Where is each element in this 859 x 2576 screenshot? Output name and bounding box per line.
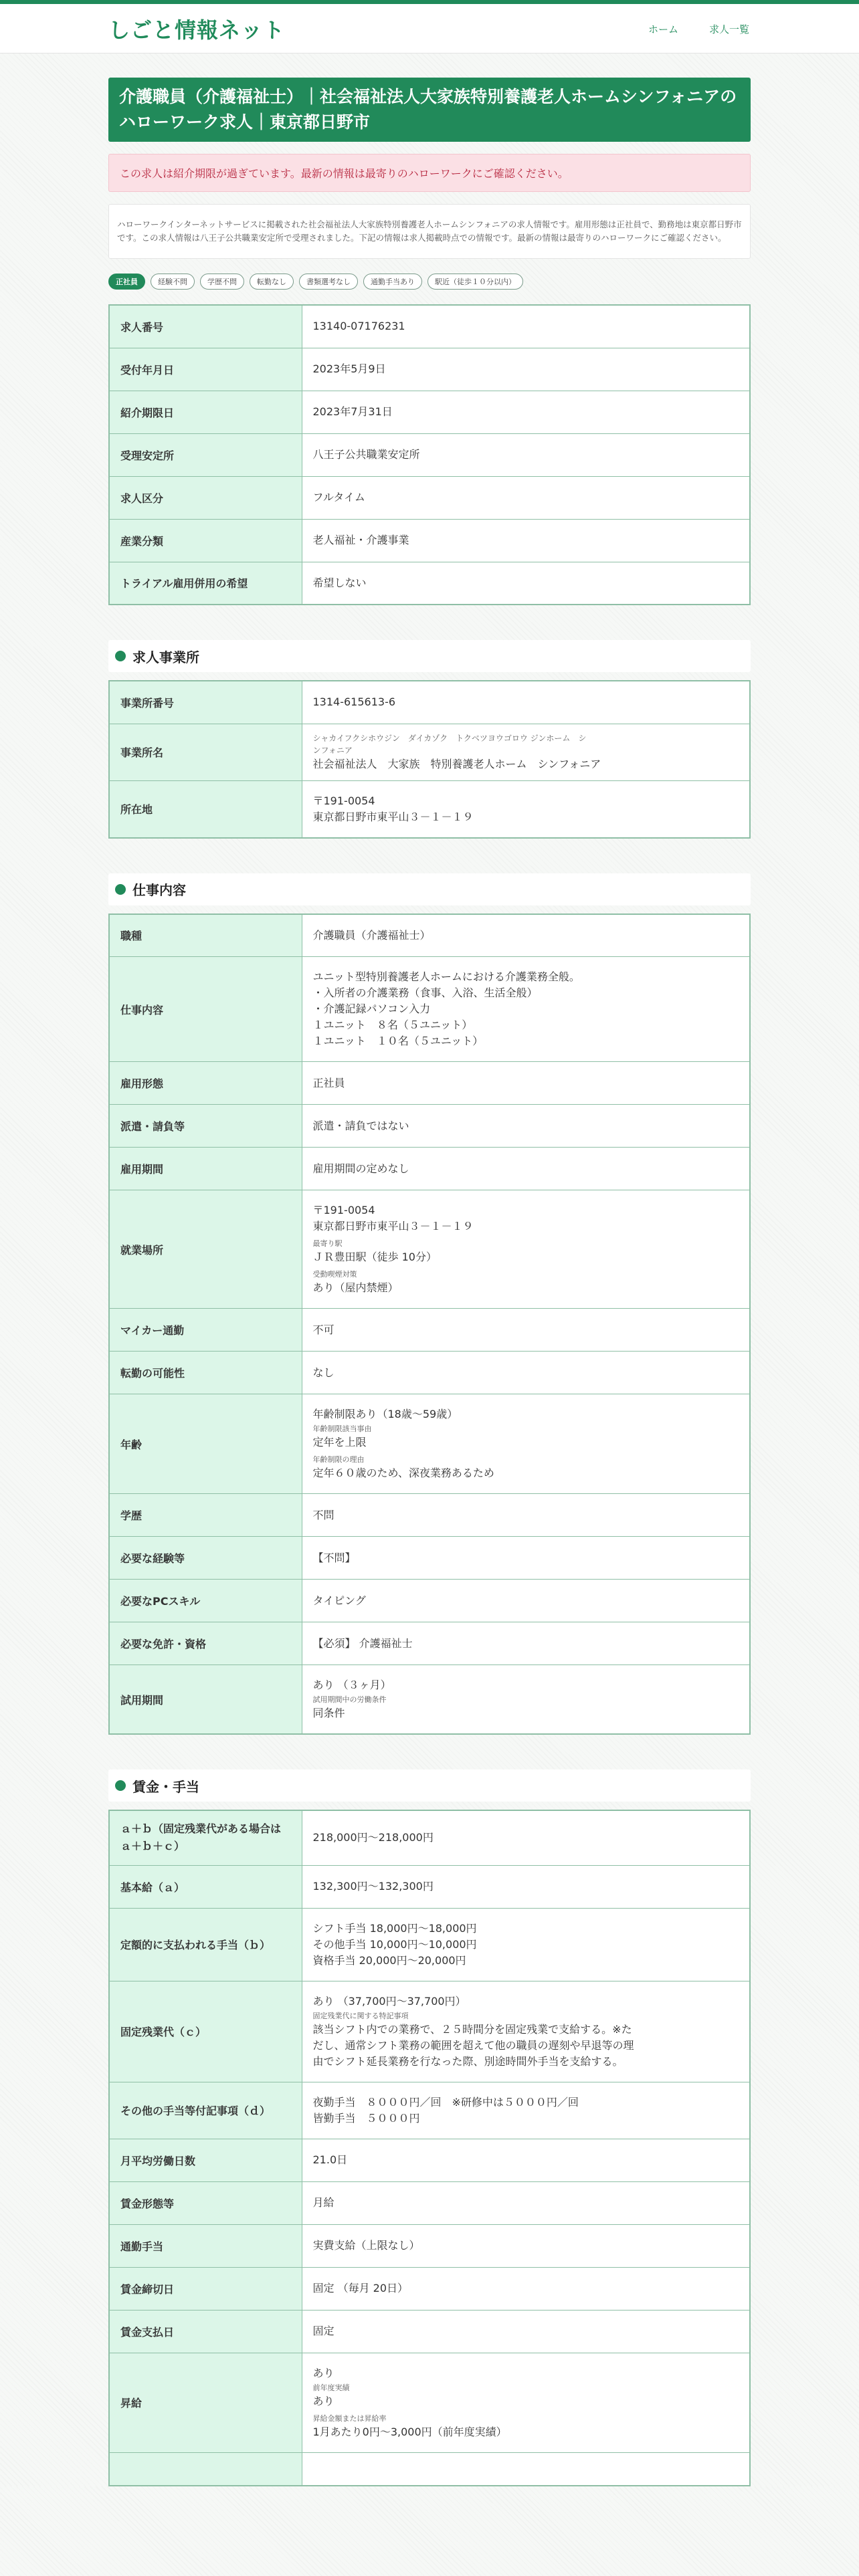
age-limit-reason-type: 定年を上限 bbox=[312, 1436, 367, 1448]
employer-name-kana: シャカイフクシホウジン ダイカゾク トクベツヨウゴロウ ジンホーム シンフォニア bbox=[312, 733, 587, 755]
table-row bbox=[109, 1865, 750, 1908]
table-row bbox=[109, 2310, 750, 2353]
bullet-dot-icon bbox=[115, 651, 126, 661]
row-value: タイピング bbox=[302, 1580, 750, 1622]
duty-line: ・介護記録パソコン入力 bbox=[312, 1002, 431, 1015]
trial-conditions: 同条件 bbox=[312, 1707, 345, 1719]
tag-no-document-screening: 書類選考なし bbox=[299, 274, 358, 290]
row-value bbox=[302, 1981, 750, 2082]
row-label: 産業分類 bbox=[109, 519, 302, 562]
section-header-employer bbox=[108, 640, 751, 672]
bullet-dot-icon bbox=[115, 884, 126, 895]
feature-tags bbox=[108, 274, 751, 290]
job-description-summary: ハローワークインターネットサービスに掲載された社会福祉法人大家族特別養護老人ホームシンフォニアの求人情報です。雇用形態は正社員で、勤務地は東京都日野市です。この求人情報は八王子公共職業安定所で受理されました。下記の情報は求人掲載時点での情報です。最新の情報は最寄りのハローワークにご確認ください。 bbox=[108, 204, 751, 259]
row-label: 昇給 bbox=[109, 2353, 302, 2452]
row-label: 賃金支払日 bbox=[109, 2310, 302, 2353]
row-label: 賃金締切日 bbox=[109, 2267, 302, 2310]
row-label: 紹介期限日 bbox=[109, 391, 302, 433]
sub-label: 年齢制限の理由 bbox=[312, 1455, 365, 1464]
sub-label: 年齢制限該当事由 bbox=[312, 1424, 372, 1433]
table-row bbox=[109, 1494, 750, 1537]
table-row bbox=[109, 914, 750, 957]
table-row bbox=[109, 2224, 750, 2267]
table-row bbox=[109, 2452, 750, 2486]
address: 東京都日野市東平山３－１－１９ bbox=[312, 1220, 474, 1232]
row-label: 雇用期間 bbox=[109, 1148, 302, 1190]
employer-table bbox=[108, 680, 751, 839]
row-label: 必要な免許・資格 bbox=[109, 1622, 302, 1665]
row-value: 実費支給（上限なし） bbox=[302, 2224, 750, 2267]
employer-name: 社会福祉法人 大家族 特別養護老人ホーム シンフォニア bbox=[312, 757, 601, 770]
row-label: 試用期間 bbox=[109, 1665, 302, 1735]
row-value bbox=[302, 1190, 750, 1309]
row-value: 八王子公共職業安定所 bbox=[302, 433, 750, 476]
job-table bbox=[108, 914, 751, 1735]
row-label: 受付年月日 bbox=[109, 348, 302, 391]
fixed-overtime-note: だし、通常シフト業務の範囲を超えて他の職員の遅刻や早退等の理 bbox=[312, 2038, 634, 2052]
row-value: 固定 bbox=[302, 2310, 750, 2353]
raise-amount: 1月あたり0円〜3,000円（前年度実績） bbox=[312, 2425, 507, 2438]
row-value: 雇用期間の定めなし bbox=[302, 1148, 750, 1190]
duty-line: ・入所者の介護業務（食事、入浴、生活全般） bbox=[312, 986, 538, 999]
table-row bbox=[109, 1105, 750, 1148]
row-label: 通勤手当 bbox=[109, 2224, 302, 2267]
age-limit-reason: 定年６０歳のため、深夜業務あるため bbox=[312, 1467, 494, 1479]
row-value bbox=[302, 1394, 750, 1494]
table-row bbox=[109, 1190, 750, 1309]
postal-code: 〒191-0054 bbox=[312, 794, 375, 807]
row-value bbox=[302, 780, 750, 838]
page-title: 介護職員（介護福祉士）｜社会福祉法人大家族特別養護老人ホームシンフォニアのハローワーク求人｜東京都日野市 bbox=[108, 78, 751, 142]
row-value: 132,300円〜132,300円 bbox=[302, 1865, 750, 1908]
row-label: 所在地 bbox=[109, 780, 302, 838]
duty-line: １ユニット １０名（５ユニット） bbox=[312, 1035, 484, 1047]
raise-last-year: あり bbox=[312, 2394, 335, 2407]
row-value: 介護職員（介護福祉士） bbox=[302, 914, 750, 957]
table-row bbox=[109, 2353, 750, 2452]
row-value: 固定 （毎月 20日） bbox=[302, 2267, 750, 2310]
fixed-overtime: あり （37,700円〜37,700円） bbox=[312, 1994, 466, 2008]
tag-commute-allowance: 通勤手当あり bbox=[363, 274, 422, 290]
table-row bbox=[109, 1908, 750, 1981]
table-row bbox=[109, 1394, 750, 1494]
basic-info-table bbox=[108, 304, 751, 605]
allowance-line: シフト手当 18,000円〜18,000円 bbox=[312, 1921, 477, 1935]
row-label: 職種 bbox=[109, 914, 302, 957]
fixed-overtime-note: 由でシフト延長業務を行なった際、別途時間外手当を支給する。 bbox=[312, 2054, 624, 2068]
row-value bbox=[302, 2082, 750, 2139]
section-title: 求人事業所 bbox=[132, 649, 199, 665]
row-value bbox=[302, 2353, 750, 2452]
sub-label: 昇給金額または昇給率 bbox=[312, 2413, 387, 2423]
address: 東京都日野市東平山３－１－１９ bbox=[312, 810, 474, 823]
table-row bbox=[109, 2082, 750, 2139]
row-value: 2023年5月9日 bbox=[302, 348, 750, 391]
nearest-station: ＪＲ豊田駅（徒歩 10分） bbox=[312, 1251, 437, 1263]
tag-no-transfer: 転勤なし bbox=[250, 274, 294, 290]
nav-home-link[interactable]: ホーム bbox=[648, 23, 678, 35]
table-row bbox=[109, 1810, 750, 1865]
row-label: 定額的に支払われる手当（ｂ） bbox=[109, 1908, 302, 1981]
row-value bbox=[302, 1908, 750, 1981]
row-value: 【必須】 介護福祉士 bbox=[302, 1622, 750, 1665]
table-row bbox=[109, 1665, 750, 1735]
row-label: 事業所番号 bbox=[109, 681, 302, 724]
row-label: 雇用形態 bbox=[109, 1062, 302, 1105]
row-value: 1314-615613-6 bbox=[302, 681, 750, 724]
row-label: 学歴 bbox=[109, 1494, 302, 1537]
row-label: 年齢 bbox=[109, 1394, 302, 1494]
sub-label: 前年度実績 bbox=[312, 2383, 350, 2392]
fixed-overtime-note: 該当シフト内での業務で、２５時間分を固定残業で支給する。※た bbox=[312, 2022, 632, 2036]
row-value: 13140-07176231 bbox=[302, 305, 750, 348]
row-value: 2023年7月31日 bbox=[302, 391, 750, 433]
section-header-wage bbox=[108, 1769, 751, 1802]
row-label bbox=[109, 2452, 302, 2486]
tag-near-station: 駅近（徒歩１０分以内） bbox=[427, 274, 523, 290]
table-row bbox=[109, 957, 750, 1062]
row-label: 求人番号 bbox=[109, 305, 302, 348]
row-label: 派遣・請負等 bbox=[109, 1105, 302, 1148]
trial-period: あり （３ヶ月） bbox=[312, 1679, 391, 1691]
table-row bbox=[109, 1309, 750, 1352]
site-header bbox=[0, 4, 859, 53]
row-value bbox=[302, 957, 750, 1062]
smoking-policy: あり（屋内禁煙） bbox=[312, 1281, 399, 1294]
wage-table bbox=[108, 1810, 751, 2486]
row-label: トライアル雇用併用の希望 bbox=[109, 562, 302, 605]
table-row bbox=[109, 562, 750, 605]
row-value: 希望しない bbox=[302, 562, 750, 605]
table-row bbox=[109, 780, 750, 838]
row-value bbox=[302, 724, 750, 780]
duty-line: ユニット型特別養護老人ホームにおける介護業務全般。 bbox=[312, 970, 580, 983]
table-row bbox=[109, 1062, 750, 1105]
table-row bbox=[109, 519, 750, 562]
row-label: マイカー通勤 bbox=[109, 1309, 302, 1352]
duty-line: １ユニット ８名（５ユニット） bbox=[312, 1018, 473, 1031]
section-title: 仕事内容 bbox=[132, 882, 186, 898]
tag-no-education: 学歴不問 bbox=[200, 274, 244, 290]
expired-alert: この求人は紹介期限が過ぎています。最新の情報は最寄りのハローワークにご確認ください。 bbox=[108, 154, 751, 192]
row-value: 不可 bbox=[302, 1309, 750, 1352]
row-label: 転勤の可能性 bbox=[109, 1352, 302, 1394]
main-nav bbox=[648, 22, 751, 36]
other-allowance-line: 夜勤手当 ８０００円／回 ※研修中は５０００円／回 bbox=[312, 2095, 579, 2109]
tag-no-experience: 経験不問 bbox=[151, 274, 195, 290]
row-label: その他の手当等付記事項（ｄ） bbox=[109, 2082, 302, 2139]
table-row bbox=[109, 2267, 750, 2310]
table-row bbox=[109, 1352, 750, 1394]
bullet-dot-icon bbox=[115, 1780, 126, 1791]
sub-label: 試用期間中の労働条件 bbox=[312, 1695, 387, 1704]
other-allowance-line: 皆勤手当 ５０００円 bbox=[312, 2111, 420, 2125]
nav-job-list-link[interactable]: 求人一覧 bbox=[708, 23, 749, 35]
row-value: なし bbox=[302, 1352, 750, 1394]
allowance-line: その他手当 10,000円〜10,000円 bbox=[312, 1937, 477, 1951]
table-row bbox=[109, 433, 750, 476]
row-value bbox=[302, 1665, 750, 1735]
table-row bbox=[109, 1537, 750, 1580]
row-label: 受理安定所 bbox=[109, 433, 302, 476]
row-value: 月給 bbox=[302, 2181, 750, 2224]
row-label: 固定残業代（ｃ） bbox=[109, 1981, 302, 2082]
table-row bbox=[109, 348, 750, 391]
row-value: 218,000円〜218,000円 bbox=[302, 1810, 750, 1865]
table-row bbox=[109, 2139, 750, 2181]
row-label: 賃金形態等 bbox=[109, 2181, 302, 2224]
table-row bbox=[109, 1148, 750, 1190]
row-value: 老人福祉・介護事業 bbox=[302, 519, 750, 562]
row-label: 求人区分 bbox=[109, 476, 302, 519]
row-label: 仕事内容 bbox=[109, 957, 302, 1062]
row-label: 基本給（ａ） bbox=[109, 1865, 302, 1908]
main-content bbox=[108, 53, 751, 2486]
raise: あり bbox=[312, 2366, 335, 2379]
table-row bbox=[109, 476, 750, 519]
row-label: ａ＋ｂ（固定残業代がある場合はａ＋ｂ＋ｃ） bbox=[109, 1810, 302, 1865]
row-value: 【不問】 bbox=[302, 1537, 750, 1580]
sub-label: 固定残業代に関する特記事項 bbox=[312, 2011, 409, 2020]
tag-employment-type: 正社員 bbox=[108, 274, 145, 290]
row-label: 必要な経験等 bbox=[109, 1537, 302, 1580]
table-row bbox=[109, 305, 750, 348]
postal-code: 〒191-0054 bbox=[312, 1204, 375, 1216]
table-row bbox=[109, 391, 750, 433]
row-value: 21.0日 bbox=[302, 2139, 750, 2181]
row-value: フルタイム bbox=[302, 476, 750, 519]
sub-label: 最寄り駅 bbox=[312, 1239, 343, 1248]
sub-label: 受動喫煙対策 bbox=[312, 1270, 357, 1279]
row-value: 不問 bbox=[302, 1494, 750, 1537]
row-label: 必要なPCスキル bbox=[109, 1580, 302, 1622]
row-label: 就業場所 bbox=[109, 1190, 302, 1309]
table-row bbox=[109, 1981, 750, 2082]
row-value bbox=[302, 2452, 750, 2486]
row-value: 正社員 bbox=[302, 1062, 750, 1105]
section-title: 賃金・手当 bbox=[132, 1778, 199, 1795]
table-row bbox=[109, 1622, 750, 1665]
table-row bbox=[109, 1580, 750, 1622]
row-label: 事業所名 bbox=[109, 724, 302, 780]
row-value: 派遣・請負ではない bbox=[302, 1105, 750, 1148]
allowance-line: 資格手当 20,000円〜20,000円 bbox=[312, 1953, 466, 1967]
section-header-job bbox=[108, 873, 751, 905]
table-row bbox=[109, 2181, 750, 2224]
site-logo[interactable]: しごと情報ネット bbox=[108, 17, 286, 43]
table-row bbox=[109, 681, 750, 724]
age-limit: 年齢制限あり（18歳〜59歳） bbox=[312, 1408, 458, 1420]
row-label: 月平均労働日数 bbox=[109, 2139, 302, 2181]
table-row bbox=[109, 724, 750, 780]
